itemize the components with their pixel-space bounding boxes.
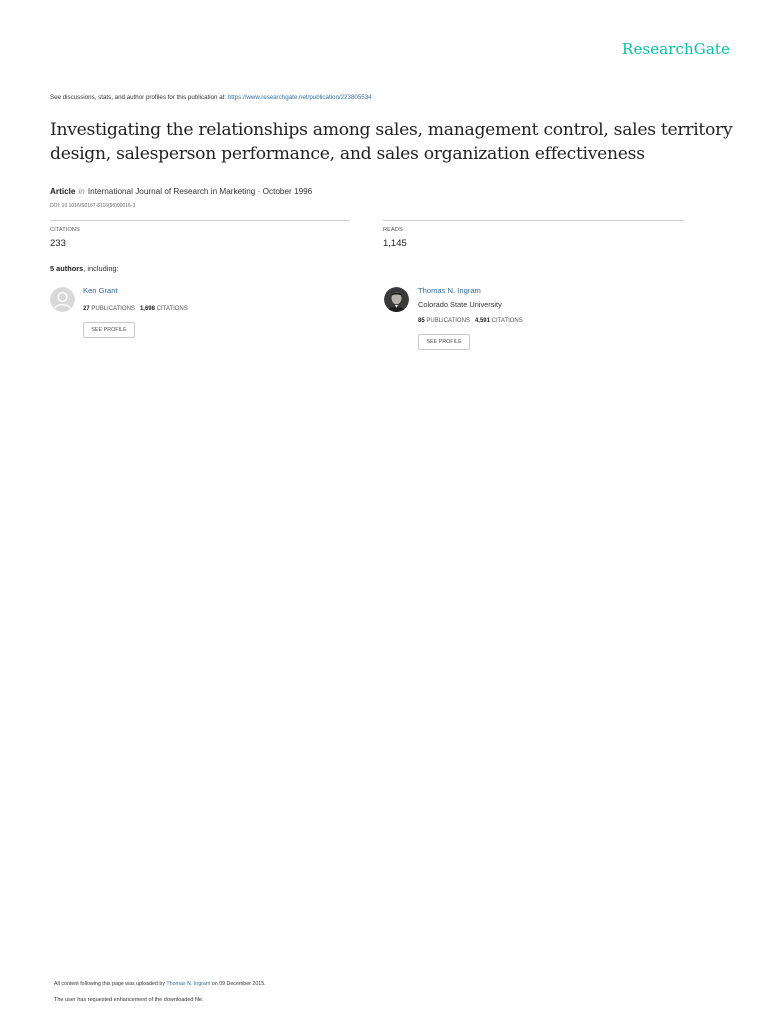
authors-suffix: , including:	[83, 264, 119, 273]
author-affiliation-thomas-ingram: Colorado State University	[418, 300, 502, 309]
authors-count: 5 authors	[50, 264, 84, 273]
researchgate-logo[interactable]: ResearchGate	[622, 40, 730, 58]
see-profile-button-ken-grant[interactable]: SEE PROFILE	[83, 322, 135, 338]
publication-title: Investigating the relationships among sales, management control, sales territory design, salesperson performance, and sales organization effectiveness	[50, 120, 733, 164]
default-avatar-icon	[50, 287, 75, 312]
in-word: in	[78, 187, 85, 196]
see-profile-button-thomas-ingram[interactable]: SEE PROFILE	[418, 334, 470, 350]
publications-label: PUBLICATIONS	[426, 318, 470, 324]
author-citations-count: 1,698	[139, 306, 155, 312]
publication-url-link[interactable]: https://www.researchgate.net/publication/223805534	[227, 94, 372, 101]
citations-divider	[50, 220, 350, 221]
enhancement-note: The user has requested enhancement of the downloaded file.	[54, 997, 204, 1003]
author-name-ken-grant[interactable]: Ken Grant	[83, 286, 118, 295]
author-citations-count: 4,591	[474, 318, 490, 324]
reads-divider	[383, 220, 684, 221]
publications-count: 27	[83, 306, 90, 312]
reads-label: READS	[383, 227, 403, 233]
author-citations-label: CITATIONS	[156, 306, 188, 312]
author-name-thomas-ingram[interactable]: Thomas N. Ingram	[418, 286, 481, 295]
author-stats-ken-grant	[83, 306, 188, 312]
uploader-link[interactable]: Thomas N. Ingram	[166, 981, 211, 987]
reads-value: 1,145	[383, 238, 407, 249]
publication-type: Article	[50, 187, 76, 196]
author-photo[interactable]	[384, 287, 409, 312]
author-photo-icon	[384, 287, 409, 312]
author-citations-label: CITATIONS	[491, 318, 523, 324]
doi: DOI: 10.1016/S0167-8116(96)00016-3	[50, 203, 136, 209]
citations-label: CITATIONS	[50, 227, 80, 233]
upload-prefix: All content following this page was uploaded by	[54, 981, 166, 987]
upload-info	[54, 981, 266, 987]
publication-meta	[50, 187, 312, 196]
default-avatar-icon[interactable]	[50, 287, 75, 312]
publications-label: PUBLICATIONS	[91, 306, 135, 312]
upload-suffix: on 09 December 2015.	[211, 981, 266, 987]
author-stats-thomas-ingram	[418, 318, 523, 324]
publications-count: 85	[418, 318, 425, 324]
discussions-line	[50, 94, 372, 101]
discussions-text: See discussions, stats, and author profiles for this publication at:	[50, 94, 227, 101]
journal-and-date[interactable]: International Journal of Research in Marketing · October 1996	[87, 187, 313, 196]
citations-value: 233	[50, 238, 66, 249]
authors-count-line	[50, 264, 119, 273]
